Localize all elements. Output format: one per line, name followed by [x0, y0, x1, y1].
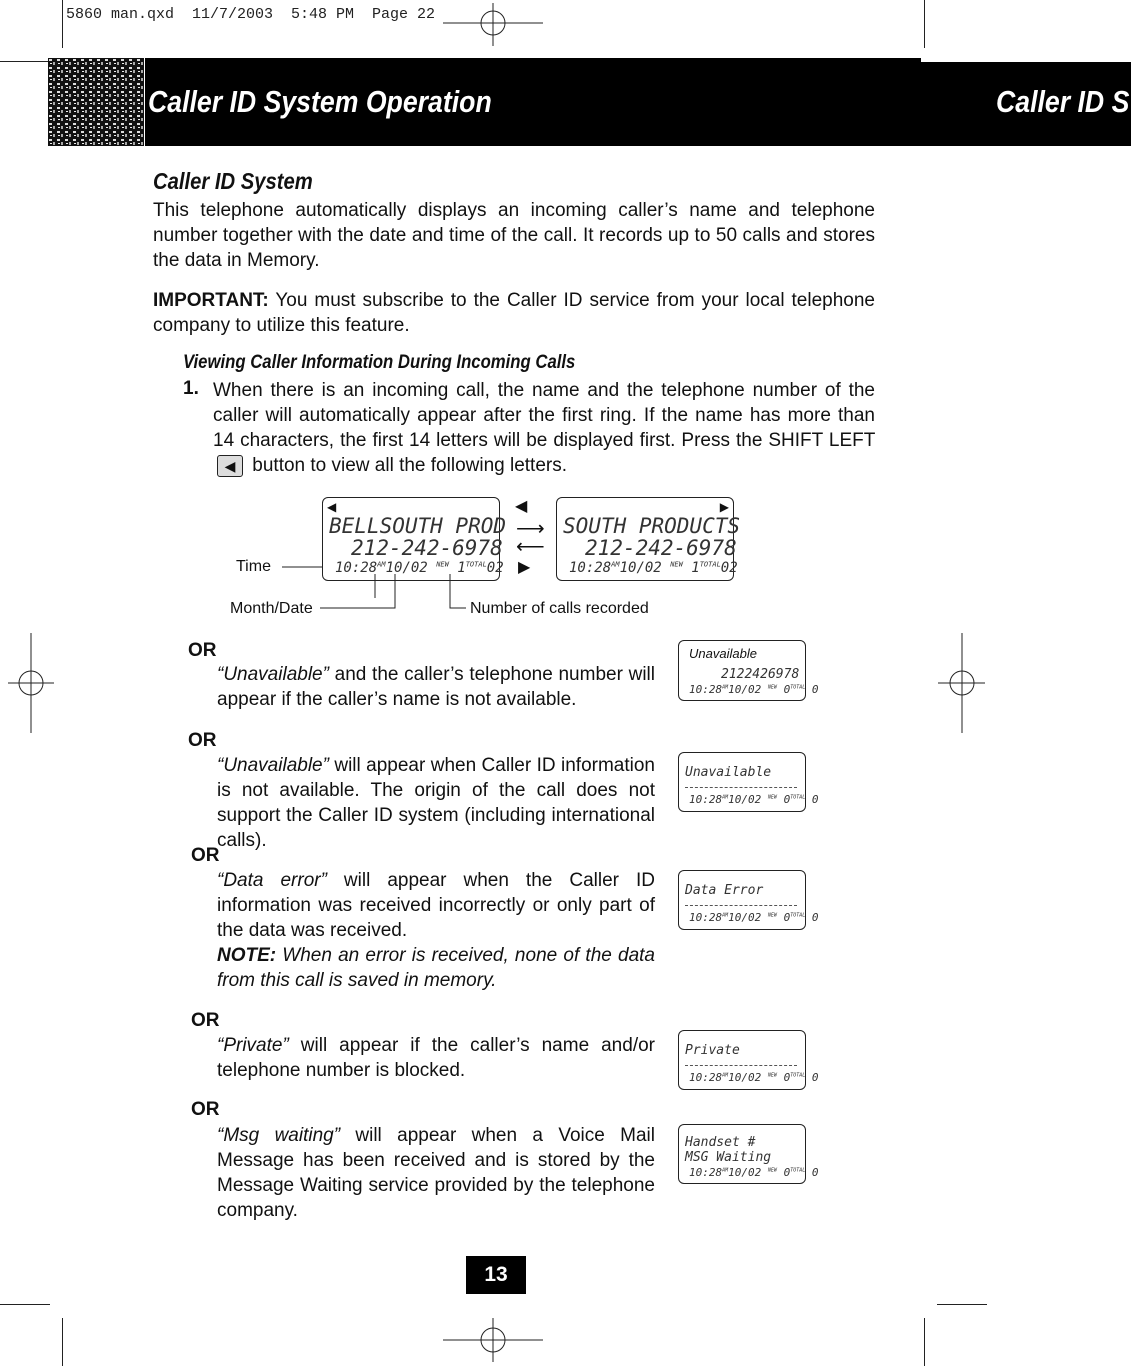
important-paragraph — [153, 288, 875, 338]
lcd-line2-placeholder — [685, 787, 797, 788]
lcd-status: $10:28^{AM}10/02$ $^{NEW}$ $0^{TOTAL}$ 0 — [689, 1166, 819, 1179]
important-label: IMPORTANT: — [153, 290, 269, 311]
lcd-display-1: ◀ BELLSOUTH PROD 212-242-6978 $10:28^{AM}10/02$ $^{NEW}$ $1^{TOTAL}02$ — [322, 497, 500, 581]
print-slug: 5860 man.qxd 11/7/2003 5:48 PM Page 22 — [66, 6, 436, 23]
case-private — [217, 1033, 655, 1083]
step-1-part-a: When there is an incoming call, the name and the telephone number of the caller will automatically appear after the first ring. If the name has more than 14 characters, the first 14 letters will be displayed first. Press the SHIFT LEFT — [213, 380, 875, 451]
lcd-line1: Private — [685, 1043, 740, 1058]
or-label: OR — [188, 640, 217, 661]
note-label: NOTE: — [217, 945, 277, 966]
step-1-part-b: button to view all the following letters. — [252, 455, 568, 476]
lcd-line2: 2122426978 — [721, 667, 800, 682]
step-1-text — [213, 378, 875, 478]
case-msg-waiting — [217, 1123, 655, 1223]
case-lead: “Data error” — [217, 870, 327, 891]
case-text: will appear if the caller’s name and/or telephone number is blocked. — [217, 1035, 655, 1081]
lcd-line2-placeholder — [685, 1065, 797, 1066]
lcd-msg-waiting — [678, 1124, 819, 1184]
lcd-line1: Unavailable — [689, 646, 757, 661]
case-text: will appear when a Voice Mail Message has been received and is stored by the Message Waiting service provided by the telephone company. — [217, 1125, 655, 1221]
lcd-status: $10:28^{AM}10/02$ $^{NEW}$ $0^{TOTAL}$ 0 — [689, 911, 819, 924]
label-calls-recorded: Number of calls recorded — [470, 600, 649, 617]
lcd2-status: $10:28^{AM}10/02$ $^{NEW}$ $1^{TOTAL}02$ — [569, 560, 738, 576]
intro-paragraph — [153, 198, 875, 273]
or-label: OR — [191, 1099, 220, 1120]
case-text: and the caller’s telephone number will appear if the caller’s name is not available. — [217, 664, 655, 710]
lcd2-line1: SOUTH PRODUCTS — [563, 514, 741, 538]
case-unavailable-number — [217, 662, 655, 712]
lcd2-line2: 212-242-6978 — [585, 536, 737, 560]
arrow-right-icon: ⟶ — [516, 518, 545, 540]
lcd1-line1: BELLSOUTH PROD — [329, 514, 507, 538]
note-text: When an error is received, none of the data from this call is saved in memory. — [217, 945, 655, 991]
case-lead: “Private” — [217, 1035, 289, 1056]
intro-text: This telephone automatically displays an incoming caller’s name and telephone number together with the date and time of the call. It records up to 50 calls and stores the data in Memory. — [153, 200, 875, 271]
or-label: OR — [191, 1010, 220, 1031]
case-text: will appear when Caller ID information is not available. The origin of the call does not support the Caller ID system (including international calls). — [217, 755, 655, 851]
page-number: 13 — [466, 1256, 526, 1294]
case-text: will appear when the Caller ID information was received incorrectly or only part of the data was received. — [217, 870, 655, 941]
lcd-unavailable — [678, 752, 819, 812]
important-text: You must subscribe to the Caller ID service from your local telephone company to utilize this feature. — [153, 290, 875, 336]
lcd-line1: Data Error — [685, 883, 764, 898]
case-data-error — [217, 868, 655, 993]
lcd-data-error — [678, 870, 819, 930]
header-title-right: Caller ID S — [996, 84, 1130, 119]
lcd-status: $10:28^{AM}10/02$ $^{NEW}$ $0^{TOTAL}$ 0 — [689, 1071, 819, 1084]
lcd-status: $10:28^{AM}10/02$ $^{NEW}$ $0^{TOTAL}$ 0 — [689, 793, 819, 806]
lcd-line1: Handset # — [685, 1135, 756, 1150]
case-lead: “Unavailable” — [217, 755, 329, 776]
lcd1-status: $10:28^{AM}10/02$ $^{NEW}$ $1^{TOTAL}02$ — [335, 560, 504, 576]
lcd-status: $10:28^{AM}10/02$ $^{NEW}$ $0^{TOTAL}$ 0 — [689, 683, 819, 696]
label-time: Time — [236, 558, 271, 575]
arrow-play-icon: ▶ — [518, 559, 531, 576]
arrow-left-icon: ◀ — [515, 498, 528, 515]
case-lead: “Msg waiting” — [217, 1125, 341, 1146]
case-unavailable — [217, 753, 655, 853]
lcd-unavailable-number — [678, 640, 819, 701]
viewing-title: Viewing Caller Information During Incoming Calls — [183, 352, 576, 373]
arrow-back-icon: ⟵ — [516, 536, 545, 558]
lcd-display-2: ▶ SOUTH PRODUCTS 212-242-6978 $10:28^{AM}10/02$ $^{NEW}$ $1^{TOTAL}02$ — [556, 497, 734, 581]
lcd1-line2: 212-242-6978 — [351, 536, 503, 560]
lcd-diagram — [230, 490, 750, 620]
or-label: OR — [188, 730, 217, 751]
lcd-private — [678, 1030, 819, 1090]
lcd-line2-placeholder — [685, 905, 797, 906]
or-label: OR — [191, 845, 220, 866]
label-month-date: Month/Date — [230, 600, 313, 617]
header-texture — [48, 58, 144, 146]
lcd-line2: MSG Waiting — [685, 1150, 772, 1165]
shift-left-button-icon: ◀ — [217, 455, 243, 477]
case-lead: “Unavailable” — [217, 664, 329, 685]
lcd-line1: Unavailable — [685, 765, 772, 780]
section-title: Caller ID System — [153, 168, 313, 194]
step-number: 1. — [183, 378, 199, 399]
header-title: Caller ID System Operation — [148, 84, 492, 119]
